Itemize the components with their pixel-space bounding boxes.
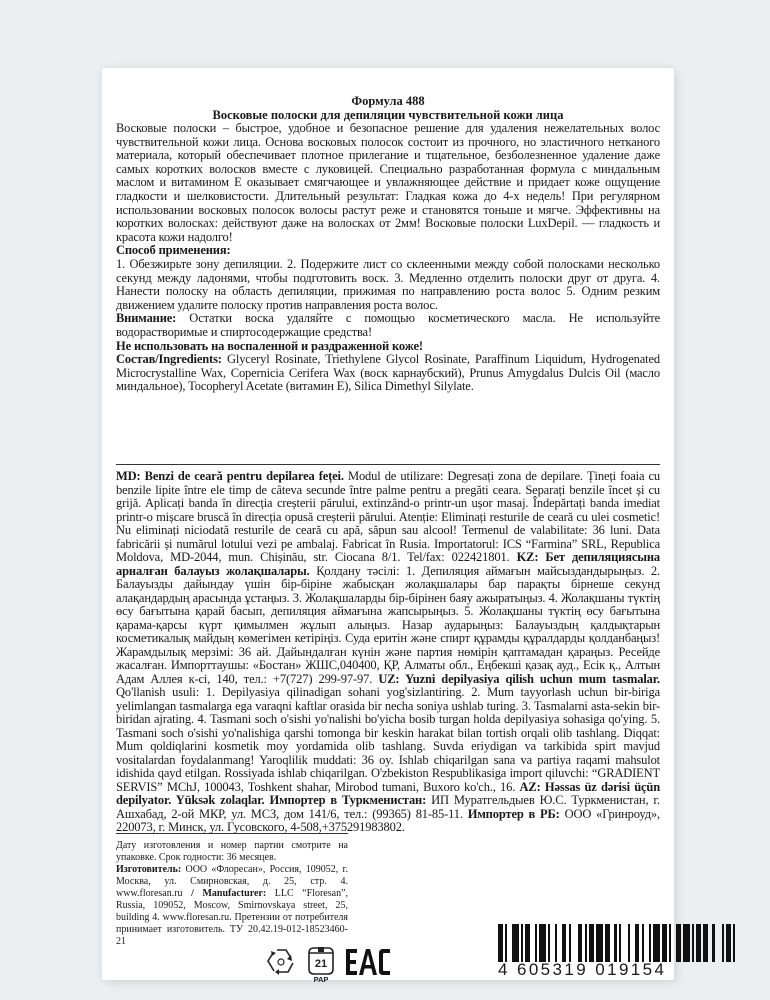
multilingual-block: [116, 470, 660, 835]
pap-jar-icon: [304, 943, 338, 983]
section-divider: [116, 464, 660, 465]
date-info: Дату изготовления и номер партии смотрите на упаковке. Срок годности: 36 месяцев.: [116, 840, 348, 863]
pap-number: 21: [314, 958, 328, 970]
barcode-bar: [539, 924, 546, 962]
ingredients-heading: Состав/Ingredients:: [116, 352, 222, 367]
tm-heading: Импортер в Туркменистан:: [264, 793, 427, 807]
manufacturer-divider: [116, 833, 348, 834]
manufacturer-block: [116, 840, 348, 948]
ingredients-text: Glyceryl Rosinate, Triethylene Glycol Rosinate, Paraffinum Liquidum, Hydrogenated Microcrystalline Wax, Copernicia Cerifera Wax (воск карнаубский), Prunus Amygdalus Dulcis Oil (масло миндальное), Tocopheryl Acetate (витамин Е), Silica Dimethyl Silylate.: [116, 352, 660, 394]
barcode-bar: [683, 924, 690, 962]
kz-text: Қолдану тәсілі: 1. Депиляция аймағын майсыздандырыңыз. 2. Балауызды дайындау үшін бір-біріне жабысқан жолақшалары бар парақты бірнеше секунд алақандардың арасында ұстаңыз. 3. Жолақшаларды бір-бірінен баяу ажыратыңыз. 4. Жолақшаны түктің өсу бағытына қарай басып, депиляция аймағына жапсырыңыз. 5. Жолақшаны түктің өсу бағытына қарама-қарсы күрт қимылмен жұлып алыңыз. Назар аударыңыз: Балауыздың қалдықтарын косметикалық майдың көмегімен кетіріңіз. Суда еритін және спирт құрамды құралдарды қолданбаңыз! Жарамдылық мерзімі: 36 ай. Дайындалған күнін және партия нөмірін қаптамадан қараңыз. Ресейде жасалған. Импорттаушы: «Бостан» ЖШС,040400, ҚР, Алматы обл., Еңбекші қазақ ауд., Есік қ., Алтын Адам Аллея к-сі, 140, тел.: +7(727) 299-97-97.: [116, 563, 660, 686]
barcode-bar: [621, 924, 628, 962]
tm-text: ИП Муратгельдыев Ю.С. Туркменистан, г. Ашхабад, 2-ой МКР, ул. МСЗ, дом 141/6, тел.: (99365) 81-85-11.: [116, 793, 660, 821]
manufacturer-info: [116, 864, 348, 948]
md-text: Modul de utilizare: Degresați zona de depilare. Țineți foaia cu benzile lipite între ele timp de câteva secunde între palme pentru a pregăti ceara. Separați benzile încet și cu grijă. Aplicați banda în direcția creșterii părului, extinzând-o printr-un ușor masaj. Îndepărtați banda imediat printr-o mișcare bruscă în direcția opusă creșterii părului. Atenție: Eliminați resturile de ceară cu ulei cosmetic! Nu eliminați niciodată resturile de ceară cu apă, săpun sau alcool! Termenul de valabilitate: 36 luni. Data fabricării și numărul lotului vezi pe ambalaj. Fabricat în Rusia. Importatorul: ICS “Farmina” SRL, Republica Moldova, MD-2044, mun. Chișinău, str. Ciocana 8/1. Tel/fax: 022421801.: [116, 469, 660, 564]
rb-heading: Импортер в РБ:: [462, 806, 560, 821]
eac-mark: [344, 946, 392, 978]
ingredients-paragraph: [116, 353, 660, 394]
kz-heading: KZ: Бет депиляциясына арналған балауыз жолақшалары.: [116, 550, 660, 578]
certification-icons: [264, 943, 494, 983]
barcode-bar: [512, 924, 519, 962]
maker-label: Изготовитель:: [116, 864, 182, 875]
uz-text: Qo'llanish usuli: 1. Depilyasiya qilinadigan sohani yog'sizlantiring. 2. Mum tayyorlash uchun bir-biriga yelimlangan tasmalarga ega varaqni kaftlar orasida bir necha soniya ushlab turing. 3. Tasmalarni asta-sekin bir-biridan ajrating. 4. Tasmani soch o'sishi yo'nalishi bo'yicha bosib turgan holda depilyasiya sohasiga qo'ying. 5. Tasmani soch o'sishi yo'nalishiga qarshi tomonga bir keskin harakat bilan tortish orqali olib tashlang. Diqqat: Mum qoldiqlarini kosmetik moy yordamida olib tashlang. Suvda eriydigan va tarkibida spirt mavjud vositalardan foydalanmang! Yaroqlilik muddati: 36 oy. Ishlab chiqarilgan sana va partiya raqami mahsulot idishida qayd etilgan. Rossiyada ishlab chiqarilgan. O'zbekiston Respublikasiga import qiluvchi: “GRADIENT SERVIS” MChJ, 100043, Toshkent shahar, Mirobod tumani, Buxoro ko'ch., 16.: [116, 685, 660, 794]
usage-heading: Способ применения:: [116, 243, 231, 258]
rb-text: ООО «Гринроуд», 220073, г. Минск, ул. Гусовского, 4-508,+375291983802.: [116, 806, 660, 834]
intro-paragraph: Восковые полоски – быстрое, удобное и безопасное решение для удаления нежелательных волос чувствительной кожи лица. Основа восковых полосок состоит из прочного, но эластичного нетканого материала, который обеспечивает плотное прилегание и тщательное, безболезненное удаление даже самых коротких волосков вместе с луковицей. Специально разработанная формула с миндальным маслом и витамином Е оказывает смягчающее и увлажняющее действие и придает коже ощущение гладкости и шелковистости. Длительный результат: Гладкая кожа до 4-х недель! При регулярном использовании восковых полосок волосы растут реже и становятся тоньше и мягче. Эффективны на коротких волосках: действуют даже на волосках от 2мм! Восковые полоски LuxDepil. — гладкость и красота кожи надолго!: [116, 121, 660, 244]
maker-text: ООО «Флоресан», Россия, 109052, г. Москва, ул. Смирновская, д. 25, стр. 4. www.floresan.ru: [116, 864, 348, 899]
multilingual-paragraph: [116, 470, 660, 835]
russian-text-block: [116, 94, 660, 394]
barcode-bar: [653, 924, 660, 962]
barcode-bar: [596, 924, 603, 962]
warning-paragraph: [116, 312, 660, 339]
maker-label-en: / Manufacturer:: [191, 888, 267, 899]
pap-label: PAP: [313, 975, 329, 983]
barcode-bar: [571, 924, 578, 962]
az-heading: AZ: Həssas üz dərisi üçün depilyator. Yüksək zolaqlar.: [116, 779, 661, 807]
md-heading: MD: Benzi de ceară pentru depilarea feței.: [116, 469, 344, 483]
product-formula: Формула 488: [351, 94, 425, 108]
eac-mark-icon: [344, 946, 392, 978]
do-not-use-warning: Не использовать на воспаленной и раздраженной коже!: [116, 338, 423, 353]
warning-text: Остатки воска удаляйте с помощью косметического масла. Не используйте водорастворимые и спиртосодержащие средства!: [116, 311, 660, 339]
barcode-bar: [735, 924, 740, 962]
warning-heading: Внимание:: [116, 311, 177, 326]
barcode: [498, 924, 740, 984]
barcode-bars: [498, 924, 740, 962]
uz-heading: UZ: Yuzni depilyasiya qilish uchun mum tasmalar.: [378, 671, 660, 686]
barcode-bar: [715, 924, 722, 962]
package-label: [102, 68, 674, 983]
maker-text-en: LLC “Floresan”, Russia, 109052, Moscow, Smirnovskaya street, 25, building 4. www.floresan.ru. Претензии от потребителя принимает изготовитель. ТУ 20.42.19-012-18523460-21: [116, 888, 349, 947]
product-title: Восковые полоски для депиляции чувствительной кожи лица: [212, 108, 564, 122]
usage-text: 1. Обезжирьте зону депиляции. 2. Подержите лист со склеенными между собой полосками несколько секунд между ладонями, чтобы подготовить воск. 3. Медленно отделить полоски друг от друга. 4. Нанести полоску на область депиляции, прижимая по направлению роста волос 5. Одним резким движением удалите полоску против направления роста волос.: [116, 256, 660, 312]
recycle-icon: [264, 945, 298, 977]
barcode-number: 4 605319 019154: [498, 960, 667, 979]
